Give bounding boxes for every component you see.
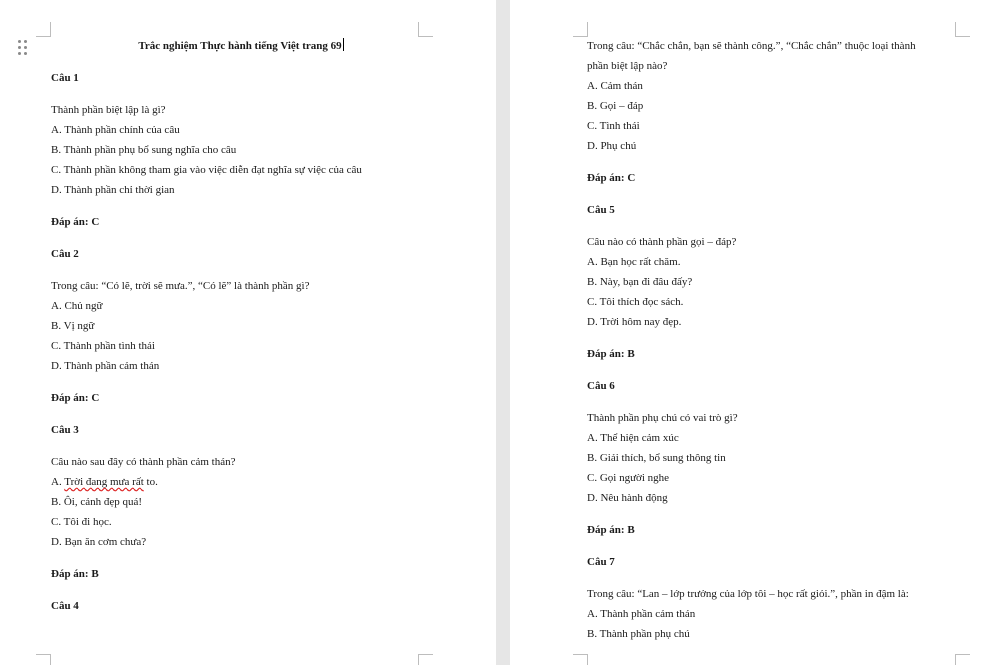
page-content-right[interactable]: [587, 36, 937, 644]
option: B. Thành phần phụ chú: [587, 628, 690, 640]
question-heading: Câu 2: [51, 248, 79, 260]
question-heading: Câu 5: [587, 204, 615, 216]
option: A. Thành phần chính của câu: [51, 124, 180, 136]
question-text: Câu nào sau đây có thành phần cảm thán?: [51, 456, 236, 468]
question-heading: Câu 6: [587, 380, 615, 392]
question-heading: Câu 3: [51, 424, 79, 436]
crop-mark-top-right: [955, 22, 970, 37]
answer-text: Đáp án: B: [587, 348, 635, 360]
option: D. Nêu hành động: [587, 492, 668, 504]
question-text: Trong câu: “Có lẽ, trời sẽ mưa.”, “Có lẽ” là thành phần gì?: [51, 280, 310, 292]
question-heading: Câu 7: [587, 556, 615, 568]
question-heading: Câu 4: [51, 600, 79, 612]
option: D. Trời hôm nay đẹp.: [587, 316, 682, 328]
crop-mark-top-right: [418, 22, 433, 37]
answer-text: Đáp án: B: [51, 568, 99, 580]
page-gutter: [496, 0, 510, 665]
question-text: Trong câu: “Chắc chắn, bạn sẽ thành công.”, “Chắc chắn” thuộc loại thành phần biệt lập nào?: [587, 40, 916, 72]
crop-mark-bottom-right: [418, 654, 433, 665]
option: D. Phụ chú: [587, 140, 637, 152]
crop-mark-top-left: [36, 22, 51, 37]
option: D. Bạn ăn cơm chưa?: [51, 536, 147, 548]
option: D. Thành phần cảm thán: [51, 360, 160, 372]
document-page-right[interactable]: [510, 0, 997, 665]
question-text: Câu nào có thành phần gọi – đáp?: [587, 236, 737, 248]
option: B. Này, bạn đi đâu đấy?: [587, 276, 693, 288]
option: B. Thành phần phụ bổ sung nghĩa cho câu: [51, 144, 237, 156]
option: C. Thành phần không tham gia vào việc diễn đạt nghĩa sự việc của câu: [51, 164, 362, 176]
answer-text: Đáp án: C: [51, 216, 100, 228]
question-text: Thành phần phụ chú có vai trò gì?: [587, 412, 738, 424]
drag-handle-icon[interactable]: [18, 40, 28, 56]
option: A. Cảm thán: [587, 80, 643, 92]
question-text: Thành phần biệt lập là gì?: [51, 104, 166, 116]
option: A. Bạn học rất chăm.: [587, 256, 681, 268]
crop-mark-bottom-left: [573, 654, 588, 665]
question-text: Trong câu: “Lan – lớp trưởng của lớp tôi – học rất giỏi.”, phần in đậm là:: [587, 588, 909, 600]
option: B. Gọi – đáp: [587, 100, 644, 112]
option: A. Chủ ngữ: [51, 300, 103, 312]
option: B. Vị ngữ: [51, 320, 95, 332]
option: C. Gọi người nghe: [587, 472, 670, 484]
option: D. Thành phần chỉ thời gian: [51, 184, 175, 196]
answer-text: Đáp án: C: [51, 392, 100, 404]
option: C. Tôi đi học.: [51, 516, 112, 528]
document-page-left[interactable]: [0, 0, 496, 665]
document-title[interactable]: Trắc nghiệm Thực hành tiếng Việt trang 69: [138, 40, 342, 52]
answer-text: Đáp án: C: [587, 172, 636, 184]
option-with-spelling-mark: A. Trời đang mưa rất to.: [51, 476, 158, 488]
crop-mark-bottom-left: [36, 654, 51, 665]
page-content-left[interactable]: [51, 36, 451, 628]
option: C. Tôi thích đọc sách.: [587, 296, 684, 308]
spellcheck-underline[interactable]: Trời đang mưa rất: [64, 476, 144, 488]
option: A. Thành phần cảm thán: [587, 608, 696, 620]
option: C. Thành phần tình thái: [51, 340, 155, 352]
option: C. Tình thái: [587, 120, 640, 132]
question-heading: Câu 1: [51, 72, 79, 84]
text-cursor: [343, 38, 344, 51]
answer-text: Đáp án: B: [587, 524, 635, 536]
option: B. Giải thích, bổ sung thông tin: [587, 452, 726, 464]
crop-mark-bottom-right: [955, 654, 970, 665]
option: A. Thể hiện cảm xúc: [587, 432, 679, 444]
option: B. Ôi, cảnh đẹp quá!: [51, 496, 143, 508]
crop-mark-top-left: [573, 22, 588, 37]
